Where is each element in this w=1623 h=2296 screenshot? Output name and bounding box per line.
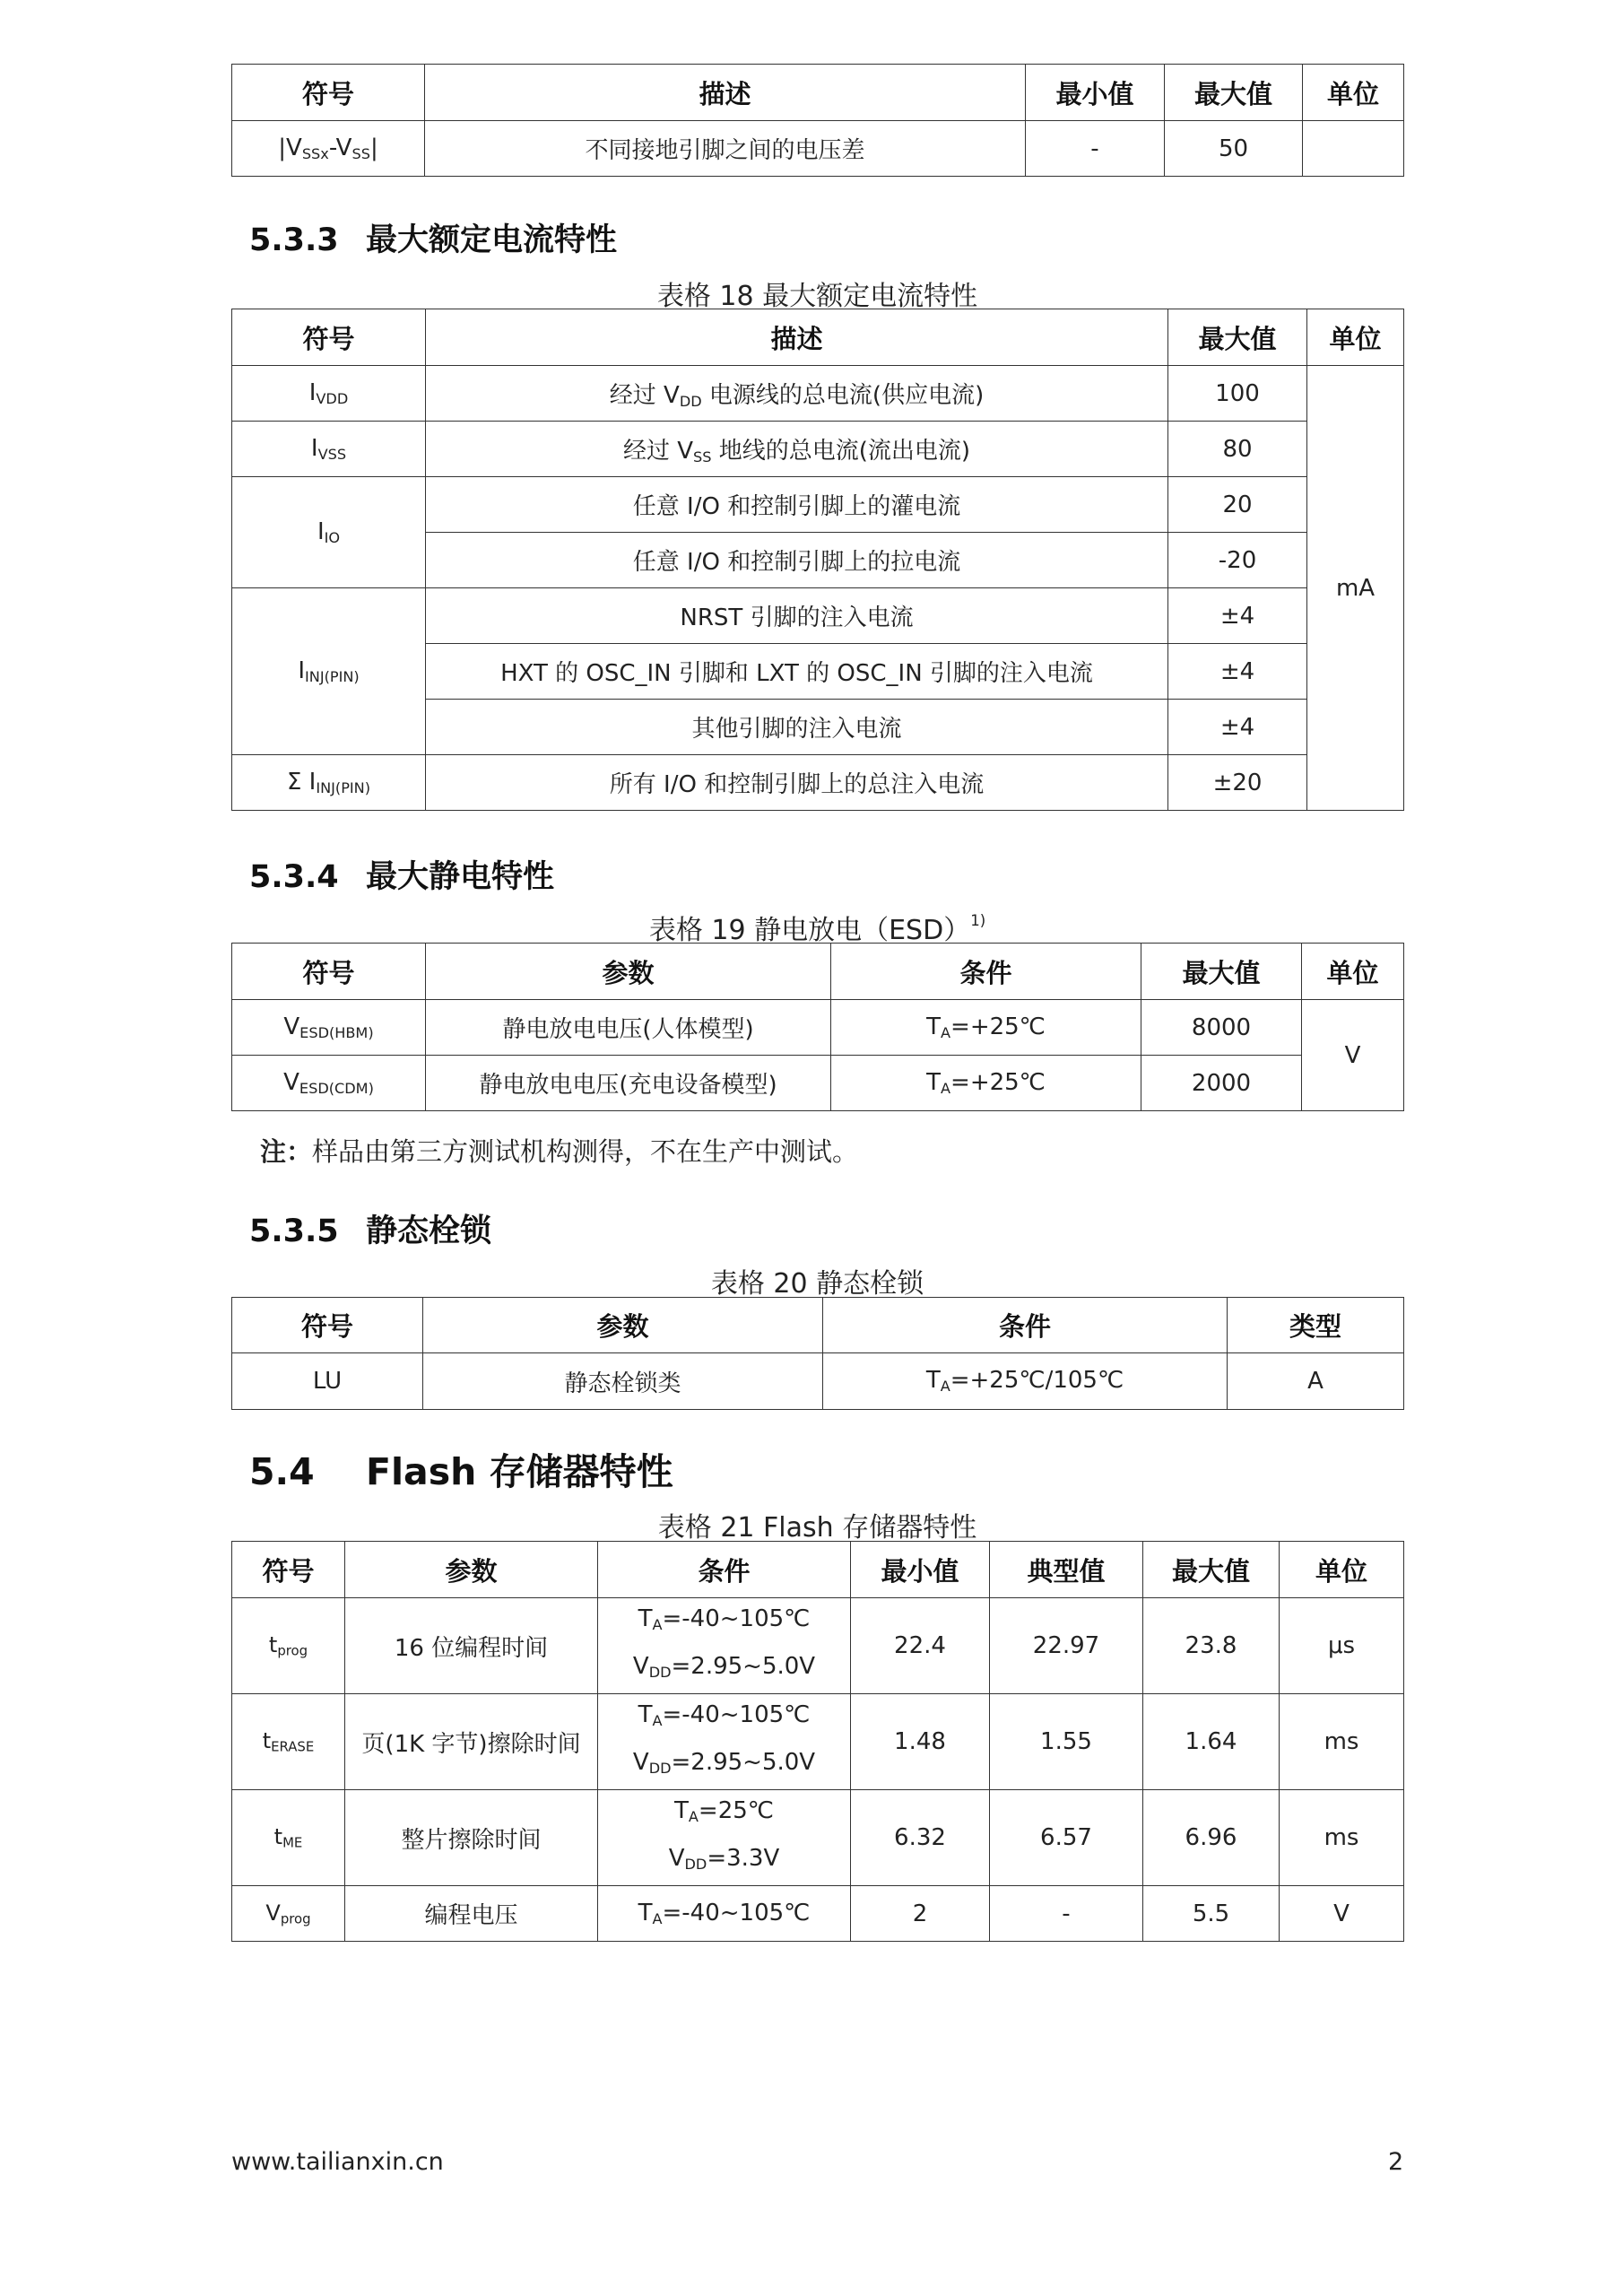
- symbol-cell: $V_{ESD(CDM)}$: [232, 1056, 426, 1111]
- type-cell: A: [1228, 1353, 1404, 1410]
- header-max: 最大值: [1143, 1542, 1280, 1598]
- max-cell: 1.64: [1143, 1694, 1280, 1790]
- table-row: [232, 755, 1404, 811]
- header-max: 最大值: [1165, 65, 1303, 121]
- parameter-cell: 页(1K 字节)擦除时间: [345, 1694, 598, 1790]
- symbol-cell: $t_{prog}$: [232, 1598, 345, 1694]
- header-symbol: 符号: [232, 944, 426, 1000]
- description-cell: 其他引脚的注入电流: [426, 700, 1168, 755]
- header-symbol: 符号: [232, 65, 425, 121]
- table-row: [232, 1694, 1404, 1790]
- description-cell: 经过 $V_{SS}$ 地线的总电流(流出电流): [426, 422, 1168, 477]
- table18-caption: 表格 18 最大额定电流特性: [656, 281, 978, 312]
- symbol-cell: $V_{ESD(HBM)}$: [232, 1000, 426, 1056]
- header-parameter: 参数: [345, 1542, 598, 1598]
- symbol-cell: $t_{ME}$: [232, 1790, 345, 1886]
- max-cell: 50: [1165, 121, 1303, 177]
- flash-table: [231, 1541, 1404, 1942]
- unit-cell: [1303, 121, 1404, 177]
- max-cell: -20: [1168, 533, 1307, 588]
- table-row: [232, 1790, 1404, 1886]
- unit-cell: V: [1280, 1886, 1404, 1942]
- description-cell: 所有 I/O 和控制引脚上的总注入电流: [426, 755, 1168, 811]
- min-cell: 6.32: [851, 1790, 990, 1886]
- typ-cell: -: [990, 1886, 1143, 1942]
- symbol-cell: $I_{IO}$: [232, 477, 426, 588]
- section-heading-533: 5.3.3 最大额定电流特性: [249, 222, 618, 258]
- table-row: [232, 121, 1404, 177]
- section-heading-535: 5.3.5 静态栓锁: [249, 1213, 492, 1249]
- typ-cell: 1.55: [990, 1694, 1143, 1790]
- condition-cell: $T_A=+25℃$: [831, 1000, 1141, 1056]
- header-symbol: 符号: [232, 1542, 345, 1598]
- header-type: 类型: [1228, 1298, 1404, 1353]
- voltage-diff-table: [231, 64, 1404, 177]
- header-description: 描述: [425, 65, 1026, 121]
- header-symbol: 符号: [232, 309, 426, 366]
- section-heading-534: 5.3.4 最大静电特性: [249, 859, 555, 895]
- table-row: [232, 1000, 1404, 1056]
- parameter-cell: 静态栓锁类: [423, 1353, 823, 1410]
- unit-cell: mA: [1307, 366, 1404, 811]
- table-row: [232, 1598, 1404, 1694]
- table-row: [232, 366, 1404, 422]
- header-max: 最大值: [1141, 944, 1302, 1000]
- max-cell: 2000: [1141, 1056, 1302, 1111]
- min-cell: 22.4: [851, 1598, 990, 1694]
- unit-cell: ms: [1280, 1694, 1404, 1790]
- max-cell: 80: [1168, 422, 1307, 477]
- parameter-cell: 静电放电电压(人体模型): [426, 1000, 831, 1056]
- table-row: [232, 422, 1404, 477]
- header-unit: 单位: [1303, 65, 1404, 121]
- description-cell: NRST 引脚的注入电流: [426, 588, 1168, 644]
- parameter-cell: 编程电压: [345, 1886, 598, 1942]
- condition-cell: $T_A=-40\sim 105℃$ $V_{DD}=2.95\sim 5.0V$: [598, 1694, 851, 1790]
- header-min: 最小值: [1026, 65, 1165, 121]
- min-cell: 1.48: [851, 1694, 990, 1790]
- header-unit: 单位: [1302, 944, 1404, 1000]
- unit-cell: ms: [1280, 1790, 1404, 1886]
- footer-url: www.tailianxin.cn: [231, 2148, 444, 2176]
- table-row: [232, 477, 1404, 533]
- symbol-cell: $V_{prog}$: [232, 1886, 345, 1942]
- header-unit: 单位: [1307, 309, 1404, 366]
- header-symbol: 符号: [232, 1298, 423, 1353]
- header-description: 描述: [426, 309, 1168, 366]
- section-heading-54: 5.4 Flash 存储器特性: [249, 1450, 673, 1493]
- table-row: [232, 1056, 1404, 1111]
- description-cell: 不同接地引脚之间的电压差: [425, 121, 1026, 177]
- unit-cell: V: [1302, 1000, 1404, 1111]
- condition-cell: $T_A=+25℃/105℃$: [823, 1353, 1228, 1410]
- header-unit: 单位: [1280, 1542, 1404, 1598]
- esd-note: 注：样品由第三方测试机构测得，不在生产中测试。: [260, 1136, 859, 1167]
- description-cell: HXT 的 OSC_IN 引脚和 LXT 的 OSC_IN 引脚的注入电流: [426, 644, 1168, 700]
- max-current-table: [231, 309, 1404, 811]
- table-row: [232, 588, 1404, 644]
- latchup-table: [231, 1297, 1404, 1410]
- table-row: [232, 1886, 1404, 1942]
- max-cell: 20: [1168, 477, 1307, 533]
- max-cell: 5.5: [1143, 1886, 1280, 1942]
- page-number: 2: [1388, 2148, 1404, 2176]
- min-cell: -: [1026, 121, 1165, 177]
- description-cell: 任意 I/O 和控制引脚上的拉电流: [426, 533, 1168, 588]
- symbol-cell: LU: [232, 1353, 423, 1410]
- unit-cell: μs: [1280, 1598, 1404, 1694]
- table19-caption: 表格 19 静电放电（ESD）$^{1)}$: [648, 912, 986, 946]
- table21-caption: 表格 21 Flash 存储器特性: [657, 1512, 977, 1544]
- header-condition: 条件: [598, 1542, 851, 1598]
- symbol-cell: $I_{VSS}$: [232, 422, 426, 477]
- condition-cell: $T_A=-40\sim 105℃$: [598, 1886, 851, 1942]
- max-cell: ±4: [1168, 588, 1307, 644]
- typ-cell: 22.97: [990, 1598, 1143, 1694]
- condition-cell: $T_A=-40\sim 105℃$ $V_{DD}=2.95\sim 5.0V$: [598, 1598, 851, 1694]
- header-parameter: 参数: [426, 944, 831, 1000]
- symbol-cell: Σ $I_{INJ(PIN)}$: [232, 755, 426, 811]
- max-cell: 23.8: [1143, 1598, 1280, 1694]
- header-condition: 条件: [823, 1298, 1228, 1353]
- typ-cell: 6.57: [990, 1790, 1143, 1886]
- max-cell: 6.96: [1143, 1790, 1280, 1886]
- header-min: 最小值: [851, 1542, 990, 1598]
- parameter-cell: 整片擦除时间: [345, 1790, 598, 1886]
- condition-cell: $T_A=25℃$ $V_{DD}=3.3V$: [598, 1790, 851, 1886]
- header-condition: 条件: [831, 944, 1141, 1000]
- description-cell: 经过 $V_{DD}$ 电源线的总电流(供应电流): [426, 366, 1168, 422]
- table-row: [232, 1353, 1404, 1410]
- max-cell: ±4: [1168, 700, 1307, 755]
- max-cell: 100: [1168, 366, 1307, 422]
- header-typ: 典型值: [990, 1542, 1143, 1598]
- description-cell: 任意 I/O 和控制引脚上的灌电流: [426, 477, 1168, 533]
- condition-cell: $T_A=+25℃$: [831, 1056, 1141, 1111]
- header-max: 最大值: [1168, 309, 1307, 366]
- max-cell: 8000: [1141, 1000, 1302, 1056]
- symbol-cell: $I_{INJ(PIN)}$: [232, 588, 426, 755]
- esd-table: [231, 943, 1404, 1111]
- table20-caption: 表格 20 静态栓锁: [710, 1268, 924, 1300]
- parameter-cell: 16 位编程时间: [345, 1598, 598, 1694]
- symbol-cell: $|V_{SSx}-V_{SS}|$: [232, 121, 425, 177]
- parameter-cell: 静电放电电压(充电设备模型): [426, 1056, 831, 1111]
- symbol-cell: $I_{VDD}$: [232, 366, 426, 422]
- symbol-cell: $t_{ERASE}$: [232, 1694, 345, 1790]
- max-cell: ±20: [1168, 755, 1307, 811]
- min-cell: 2: [851, 1886, 990, 1942]
- max-cell: ±4: [1168, 644, 1307, 700]
- header-parameter: 参数: [423, 1298, 823, 1353]
